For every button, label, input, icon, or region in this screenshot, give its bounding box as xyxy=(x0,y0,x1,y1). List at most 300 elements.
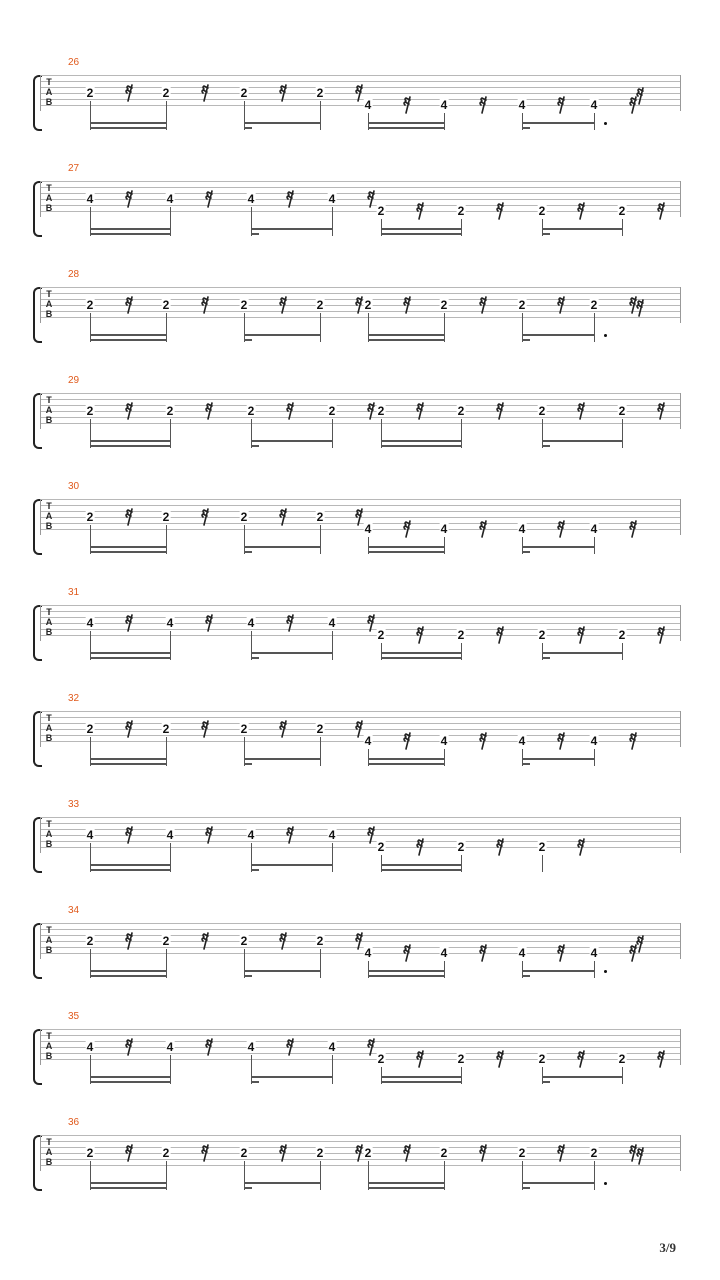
sixteenth-rest-icon xyxy=(125,614,135,632)
note-beam xyxy=(244,763,252,765)
string-line xyxy=(40,393,681,394)
note-beam xyxy=(522,339,530,341)
sixteenth-rest-icon xyxy=(205,402,215,420)
measure-number: 29 xyxy=(68,375,80,386)
fret-number: 2 xyxy=(590,298,598,312)
fret-number: 4 xyxy=(328,192,336,206)
fret-number: 4 xyxy=(440,98,448,112)
note-beam xyxy=(244,758,320,760)
barline xyxy=(680,711,681,747)
note-beam xyxy=(542,657,550,659)
fret-number: 4 xyxy=(86,828,94,842)
sixteenth-rest-icon xyxy=(416,202,426,220)
note-beam xyxy=(251,864,332,866)
note-beam xyxy=(90,440,170,442)
note-beam xyxy=(381,233,461,235)
fret-number: 2 xyxy=(162,86,170,100)
note-stem xyxy=(594,537,595,554)
note-beam xyxy=(90,445,170,447)
sixteenth-rest-icon xyxy=(201,508,211,526)
sixteenth-rest-icon xyxy=(125,1038,135,1056)
note-beam xyxy=(251,228,332,230)
note-beam xyxy=(90,339,166,341)
string-line xyxy=(40,605,681,606)
fret-number: 4 xyxy=(247,828,255,842)
note-beam xyxy=(90,975,166,977)
sixteenth-rest-icon xyxy=(403,96,413,114)
note-stem xyxy=(166,737,167,766)
note-beam xyxy=(90,657,170,659)
fret-number: 2 xyxy=(457,1052,465,1066)
note-stem xyxy=(251,1055,252,1084)
fret-number: 2 xyxy=(618,628,626,642)
dotted-note-dot xyxy=(604,970,607,973)
note-stem xyxy=(332,207,333,236)
fret-number: 2 xyxy=(538,204,546,218)
note-stem xyxy=(368,1161,369,1190)
barline xyxy=(40,711,41,747)
note-stem xyxy=(522,1161,523,1190)
string-line xyxy=(40,1029,681,1030)
note-stem xyxy=(170,419,171,448)
sixteenth-rest-icon xyxy=(636,935,646,953)
note-beam xyxy=(368,546,444,548)
tab-system xyxy=(0,482,720,562)
sixteenth-rest-icon xyxy=(201,84,211,102)
fret-number: 2 xyxy=(590,1146,598,1160)
note-beam xyxy=(522,551,530,553)
measure-number: 31 xyxy=(68,587,80,598)
measure-number: 32 xyxy=(68,693,80,704)
sixteenth-rest-icon xyxy=(479,944,489,962)
sixteenth-rest-icon xyxy=(125,1144,135,1162)
string-line xyxy=(40,817,681,818)
fret-number: 4 xyxy=(166,192,174,206)
fret-number: 2 xyxy=(364,1146,372,1160)
fret-number: 2 xyxy=(377,840,385,854)
note-beam xyxy=(381,657,461,659)
sixteenth-rest-icon xyxy=(479,96,489,114)
measure-number: 26 xyxy=(68,57,80,68)
note-stem xyxy=(166,101,167,130)
fret-number: 2 xyxy=(247,404,255,418)
fret-number: 4 xyxy=(328,828,336,842)
sixteenth-rest-icon xyxy=(205,1038,215,1056)
fret-number: 4 xyxy=(364,946,372,960)
note-stem xyxy=(332,843,333,872)
fret-number: 2 xyxy=(457,204,465,218)
note-stem xyxy=(594,313,595,342)
string-line xyxy=(40,1041,681,1042)
string-line xyxy=(40,1035,681,1036)
fret-number: 2 xyxy=(162,934,170,948)
string-line xyxy=(40,717,681,718)
note-beam xyxy=(244,551,252,553)
sixteenth-rest-icon xyxy=(125,826,135,844)
note-stem xyxy=(251,207,252,236)
sixteenth-rest-icon xyxy=(496,626,506,644)
sixteenth-rest-icon xyxy=(496,838,506,856)
string-line xyxy=(40,829,681,830)
fret-number: 4 xyxy=(590,522,598,536)
fret-number: 2 xyxy=(364,298,372,312)
note-beam xyxy=(542,228,622,230)
fret-number: 2 xyxy=(457,628,465,642)
sixteenth-rest-icon xyxy=(416,1050,426,1068)
note-beam xyxy=(244,1182,320,1184)
tab-clef-letter: A xyxy=(45,723,53,733)
fret-number: 4 xyxy=(590,946,598,960)
string-line xyxy=(40,823,681,824)
fret-number: 2 xyxy=(86,934,94,948)
note-stem xyxy=(166,949,167,978)
barline xyxy=(40,1029,41,1065)
sixteenth-rest-icon xyxy=(201,932,211,950)
sixteenth-rest-icon xyxy=(496,202,506,220)
tab-clef-letter: A xyxy=(45,87,53,97)
sixteenth-rest-icon xyxy=(403,520,413,538)
barline xyxy=(680,817,681,853)
fret-number: 4 xyxy=(440,946,448,960)
fret-number: 2 xyxy=(86,298,94,312)
sixteenth-rest-icon xyxy=(367,190,377,208)
sixteenth-rest-icon xyxy=(201,1144,211,1162)
note-stem xyxy=(444,749,445,766)
tab-clef-letter: T xyxy=(46,607,52,617)
sixteenth-rest-icon xyxy=(496,402,506,420)
tab-system xyxy=(0,588,720,668)
note-beam xyxy=(522,127,530,129)
fret-number: 4 xyxy=(166,616,174,630)
note-stem xyxy=(444,313,445,342)
note-beam xyxy=(90,334,166,336)
sixteenth-rest-icon xyxy=(367,402,377,420)
barline xyxy=(40,181,41,217)
fret-number: 2 xyxy=(316,298,324,312)
string-line xyxy=(40,1047,681,1048)
note-stem xyxy=(170,843,171,872)
note-stem xyxy=(166,313,167,342)
note-beam xyxy=(542,233,550,235)
note-stem xyxy=(244,1161,245,1190)
note-beam xyxy=(251,233,259,235)
tab-clef-letter: B xyxy=(45,97,53,107)
fret-number: 4 xyxy=(247,192,255,206)
sixteenth-rest-icon xyxy=(125,508,135,526)
note-beam xyxy=(542,652,622,654)
fret-number: 2 xyxy=(377,204,385,218)
fret-number: 2 xyxy=(328,404,336,418)
sixteenth-rest-icon xyxy=(286,826,296,844)
fret-number: 2 xyxy=(240,1146,248,1160)
note-stem xyxy=(594,1161,595,1190)
sixteenth-rest-icon xyxy=(403,1144,413,1162)
string-line xyxy=(40,293,681,294)
tab-clef-letter: A xyxy=(45,1041,53,1051)
note-stem xyxy=(244,313,245,342)
note-beam xyxy=(381,445,461,447)
barline xyxy=(40,75,41,111)
note-beam xyxy=(368,339,444,341)
note-stem xyxy=(622,419,623,448)
note-stem xyxy=(90,101,91,130)
barline xyxy=(680,1029,681,1065)
sixteenth-rest-icon xyxy=(577,1050,587,1068)
string-line xyxy=(40,529,681,530)
note-stem xyxy=(90,949,91,978)
fret-number: 2 xyxy=(86,510,94,524)
note-beam xyxy=(522,1182,594,1184)
sixteenth-rest-icon xyxy=(557,296,567,314)
tab-clef-letter: T xyxy=(46,1031,52,1041)
note-beam xyxy=(381,869,461,871)
tab-clef-letter: T xyxy=(46,183,52,193)
fret-number: 2 xyxy=(166,404,174,418)
fret-number: 4 xyxy=(518,98,526,112)
note-beam xyxy=(542,1081,550,1083)
string-line xyxy=(40,181,681,182)
fret-number: 2 xyxy=(162,1146,170,1160)
fret-number: 2 xyxy=(538,404,546,418)
note-stem xyxy=(444,537,445,554)
note-stem xyxy=(320,525,321,554)
sixteenth-rest-icon xyxy=(367,614,377,632)
note-stem xyxy=(622,1067,623,1084)
note-beam xyxy=(251,869,259,871)
tab-clef-letter: B xyxy=(45,839,53,849)
string-line xyxy=(40,711,681,712)
tab-clef-letter: A xyxy=(45,1147,53,1157)
note-beam xyxy=(368,1187,444,1189)
fret-number: 4 xyxy=(518,522,526,536)
string-line xyxy=(40,105,681,106)
note-beam xyxy=(244,127,252,129)
note-beam xyxy=(251,1076,332,1078)
fret-number: 4 xyxy=(86,616,94,630)
tab-clef-letter: B xyxy=(45,521,53,531)
fret-number: 2 xyxy=(518,298,526,312)
tab-clef-letter: B xyxy=(45,1157,53,1167)
note-stem xyxy=(381,419,382,448)
string-line xyxy=(40,929,681,930)
note-stem xyxy=(622,643,623,660)
note-beam xyxy=(368,551,444,553)
fret-number: 2 xyxy=(162,510,170,524)
note-stem xyxy=(444,113,445,130)
note-beam xyxy=(90,1081,170,1083)
fret-number: 2 xyxy=(518,1146,526,1160)
sixteenth-rest-icon xyxy=(479,732,489,750)
note-stem xyxy=(170,1055,171,1084)
note-beam xyxy=(368,127,444,129)
note-beam xyxy=(90,546,166,548)
fret-number: 4 xyxy=(440,522,448,536)
sixteenth-rest-icon xyxy=(403,296,413,314)
string-line xyxy=(40,81,681,82)
note-beam xyxy=(381,440,461,442)
measure-number: 28 xyxy=(68,269,80,280)
note-stem xyxy=(90,1055,91,1084)
fret-number: 2 xyxy=(457,404,465,418)
string-line xyxy=(40,187,681,188)
sixteenth-rest-icon xyxy=(201,720,211,738)
note-stem xyxy=(90,525,91,554)
note-beam xyxy=(244,334,320,336)
note-stem xyxy=(444,961,445,978)
note-stem xyxy=(320,313,321,342)
note-stem xyxy=(166,525,167,554)
tab-clef-letter: A xyxy=(45,193,53,203)
note-beam xyxy=(90,758,166,760)
fret-number: 2 xyxy=(538,840,546,854)
note-stem xyxy=(542,855,543,872)
note-beam xyxy=(90,233,170,235)
tab-clef-letter: B xyxy=(45,1051,53,1061)
note-beam xyxy=(244,546,320,548)
note-stem xyxy=(90,313,91,342)
tab-system xyxy=(0,694,720,774)
note-beam xyxy=(522,975,530,977)
tab-clef-letter: B xyxy=(45,733,53,743)
note-beam xyxy=(381,652,461,654)
fret-number: 2 xyxy=(377,404,385,418)
sixteenth-rest-icon xyxy=(636,299,646,317)
fret-number: 2 xyxy=(618,404,626,418)
fret-number: 4 xyxy=(518,734,526,748)
note-stem xyxy=(90,419,91,448)
note-beam xyxy=(90,652,170,654)
sixteenth-rest-icon xyxy=(279,84,289,102)
sixteenth-rest-icon xyxy=(657,626,667,644)
fret-number: 2 xyxy=(440,298,448,312)
fret-number: 4 xyxy=(166,828,174,842)
note-stem xyxy=(166,1161,167,1190)
sixteenth-rest-icon xyxy=(577,202,587,220)
note-stem xyxy=(444,1161,445,1190)
note-beam xyxy=(251,440,332,442)
tab-clef-letter: B xyxy=(45,415,53,425)
note-beam xyxy=(90,763,166,765)
note-beam xyxy=(368,1182,444,1184)
note-stem xyxy=(594,749,595,766)
sixteenth-rest-icon xyxy=(416,402,426,420)
note-stem xyxy=(170,207,171,236)
sixteenth-rest-icon xyxy=(416,838,426,856)
fret-number: 2 xyxy=(86,86,94,100)
note-beam xyxy=(381,228,461,230)
tab-clef-letter: T xyxy=(46,1137,52,1147)
measure-number: 30 xyxy=(68,481,80,492)
sixteenth-rest-icon xyxy=(479,296,489,314)
sixteenth-rest-icon xyxy=(636,1147,646,1165)
tab-system xyxy=(0,164,720,244)
tab-clef-letter: B xyxy=(45,309,53,319)
sixteenth-rest-icon xyxy=(286,402,296,420)
note-beam xyxy=(90,1187,166,1189)
note-stem xyxy=(320,737,321,766)
note-stem xyxy=(594,961,595,978)
barline xyxy=(680,75,681,111)
note-beam xyxy=(522,122,594,124)
string-line xyxy=(40,923,681,924)
fret-number: 2 xyxy=(316,722,324,736)
barline xyxy=(680,499,681,535)
fret-number: 4 xyxy=(247,616,255,630)
fret-number: 2 xyxy=(240,934,248,948)
note-beam xyxy=(90,122,166,124)
note-stem xyxy=(320,949,321,978)
dotted-note-dot xyxy=(604,334,607,337)
measure-number: 34 xyxy=(68,905,80,916)
note-stem xyxy=(251,419,252,448)
string-line xyxy=(40,193,681,194)
sixteenth-rest-icon xyxy=(557,520,567,538)
fret-number: 2 xyxy=(86,1146,94,1160)
fret-number: 2 xyxy=(618,1052,626,1066)
fret-number: 4 xyxy=(86,1040,94,1054)
note-stem xyxy=(332,419,333,448)
tab-clef-letter: T xyxy=(46,819,52,829)
sixteenth-rest-icon xyxy=(286,1038,296,1056)
note-beam xyxy=(522,758,594,760)
fret-number: 2 xyxy=(316,510,324,524)
sixteenth-rest-icon xyxy=(657,202,667,220)
fret-number: 4 xyxy=(166,1040,174,1054)
sixteenth-rest-icon xyxy=(577,838,587,856)
note-beam xyxy=(90,1076,170,1078)
sixteenth-rest-icon xyxy=(205,826,215,844)
sixteenth-rest-icon xyxy=(403,944,413,962)
note-stem xyxy=(461,855,462,872)
fret-number: 2 xyxy=(538,1052,546,1066)
note-stem xyxy=(90,737,91,766)
note-beam xyxy=(522,334,594,336)
note-stem xyxy=(332,1055,333,1084)
string-line xyxy=(40,287,681,288)
string-line xyxy=(40,1135,681,1136)
note-stem xyxy=(522,313,523,342)
fret-number: 4 xyxy=(590,98,598,112)
fret-number: 2 xyxy=(240,86,248,100)
note-stem xyxy=(90,631,91,660)
barline xyxy=(680,605,681,641)
tab-clef-letter: T xyxy=(46,501,52,511)
measure-number: 27 xyxy=(68,163,80,174)
fret-number: 4 xyxy=(440,734,448,748)
barline xyxy=(40,923,41,959)
sixteenth-rest-icon xyxy=(577,626,587,644)
fret-number: 2 xyxy=(457,840,465,854)
tab-clef-letter: T xyxy=(46,925,52,935)
sixteenth-rest-icon xyxy=(577,402,587,420)
string-line xyxy=(40,953,681,954)
tab-system xyxy=(0,1118,720,1198)
tab-clef-letter: T xyxy=(46,77,52,87)
sixteenth-rest-icon xyxy=(286,614,296,632)
measure-number: 35 xyxy=(68,1011,80,1022)
fret-number: 2 xyxy=(377,1052,385,1066)
fret-number: 2 xyxy=(162,722,170,736)
note-beam xyxy=(522,1187,530,1189)
string-line xyxy=(40,611,681,612)
note-beam xyxy=(251,445,259,447)
note-beam xyxy=(381,1081,461,1083)
measure-number: 33 xyxy=(68,799,80,810)
sixteenth-rest-icon xyxy=(125,932,135,950)
note-stem xyxy=(170,631,171,660)
fret-number: 2 xyxy=(86,404,94,418)
note-stem xyxy=(90,1161,91,1190)
